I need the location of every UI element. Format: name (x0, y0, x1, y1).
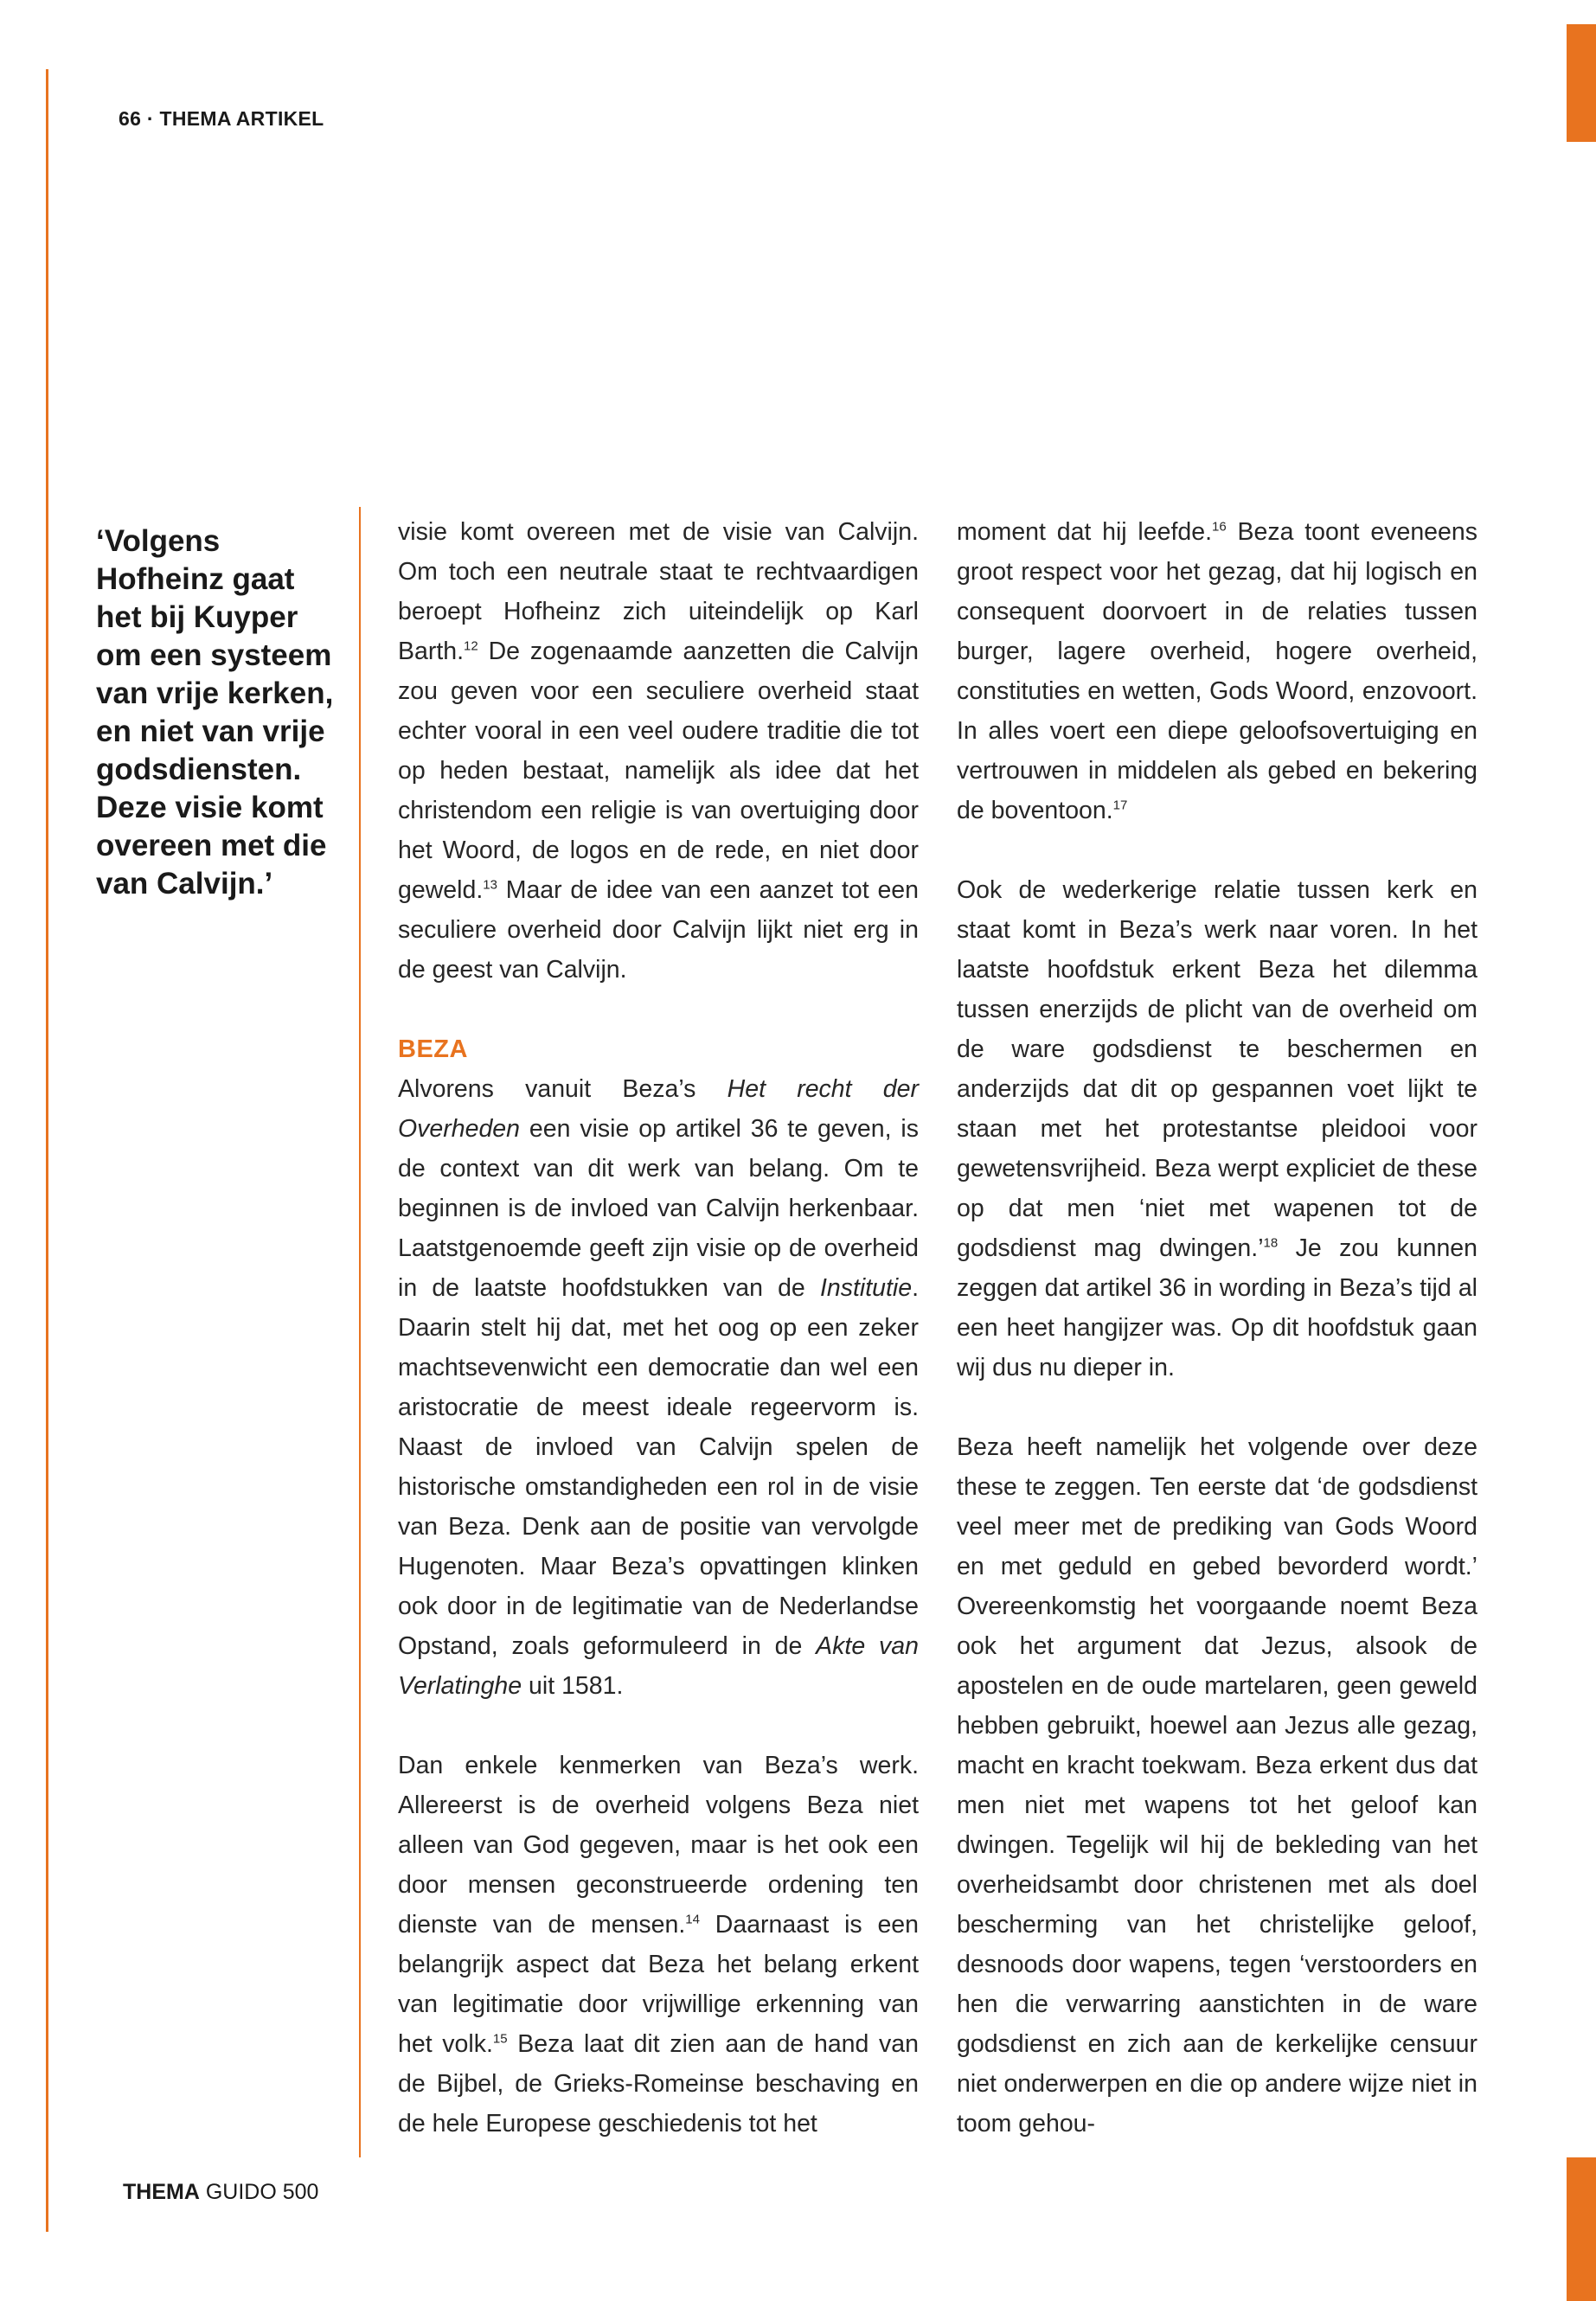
paragraph: Dan enkele kenmerken van Beza’s werk. Allereerst is de overheid volgens Beza niet alleen van God gegeven, maar is het ook een door mensen geconstrueerde ordening ten dienste van de mensen.$^{14}$ Daarnaast is een belangrijk aspect dat Beza het belang erkent van legitimatie door vrijwillige erkenning van het volk.$^{15}$ Beza laat dit zien aan de hand van de Bijbel, de Grieks-Romeinse beschaving en de hele Europese geschiedenis tot het (398, 1752, 920, 2138)
pull-quote-divider (359, 507, 361, 2157)
paragraph: Ook de wederkerige relatie tussen kerk en staat komt in Beza’s werk naar voren. In het laatste hoofdstuk erkent Beza het dilemma tussen enerzijds de plicht van de overheid om de ware godsdienst te beschermen en anderzijds dat dit op gespannen voet lijkt te staan met het protestantse pleidooi voor gewetensvrijheid. Beza werpt expliciet de these op dat men ‘niet met wapenen tot de godsdienst mag dwingen.’$^{18}$ Je zou kunnen zeggen dat artikel 36 in wording in Beza’s tijd al een heet hangijzer was. Op dit hoofdstuk gaan wij dus nu dieper in. (957, 876, 1477, 1381)
footnote-ref[interactable]: 14 (685, 1912, 700, 1927)
text-column-2 (957, 512, 1477, 2144)
footer-magazine: THEMA (123, 2180, 200, 2204)
footnote-ref[interactable]: 15 (492, 2031, 508, 2047)
footnote-ref[interactable]: 12 (464, 638, 478, 654)
paragraph: moment dat hij leefde.$^{16}$ Beza toont eveneens groot respect voor het gezag, dat hij logisch en consequent doorvoert in de relaties tussen burger, lagere overheid, hogere overheid, constituties en wetten, Gods Woord, enzovoort. In alles voert een diepe geloofsovertuiging en vertrouwen in middelen als gebed en bekering de boventoon.$^{17}$ (957, 518, 1477, 824)
footnote-ref[interactable]: 18 (1263, 1235, 1279, 1251)
footer (123, 2180, 318, 2205)
pull-quote: ‘Volgens Hofheinz gaat het bij Kuyper om een systeem van vrije kerken, en niet van vrije godsdiensten. Deze visie komt overeen met die van Calvijn.’ (96, 524, 334, 901)
footnote-ref[interactable]: 16 (1212, 519, 1227, 535)
orange-page-tab-bottom (1567, 2157, 1596, 2301)
left-margin-rule (46, 69, 48, 2232)
section-heading: BEZA (398, 1035, 468, 1063)
footnote-ref[interactable]: 13 (483, 877, 497, 893)
text-column-1 (398, 512, 919, 2144)
running-head: 66 · THEMA ARTIKEL (119, 107, 324, 130)
orange-page-tab-top (1567, 24, 1596, 142)
paragraph: Beza heeft namelijk het volgende over deze these te zeggen. Ten eerste dat ‘de godsdienst veel meer met de prediking van Gods Woord en met geduld en gebed bevorderd wordt.’ Overeenkomstig het voorgaande noemt Beza ook het argument dat Jezus, alsook de apostelen en de oude martelaren, geen geweld hebben gebruikt, hoewel aan Jezus alle gezag, macht en kracht toekwam. Beza erkent dus dat men niet met wapens tot het geloof kan dwingen. Tegelijk wil hij de bekleding van het overheidsambt door christenen met als doel bescherming van het christelijke geloof, desnoods door wapens, tegen ‘verstoorders en hen die verwarring aanstichten in de ware godsdienst en zich aan de kerkelijke censuur niet onderwerpen en die op andere wijze niet in toom gehou- (957, 1433, 1477, 2138)
footnote-ref[interactable]: 17 (1112, 798, 1128, 813)
paragraph: BEZA Alvorens vanuit Beza’s Het recht der Overheden een visie op artikel 36 te geven, is de context van dit werk van belang. Om te beginnen is de invloed van Calvijn herkenbaar. Laatstgenoemde geeft zijn visie op de overheid in de laatste hoofdstukken van de Institutie. Daarin stelt hij dat, met het oog op een zeker machtsevenwicht een democratie dan wel een aristocratie de meest ideale regeervorm is. Naast de invloed van Calvijn spelen de historische omstandigheden een rol in de visie van Beza. Denk aan de positie van vervolgde Hugenoten. Maar Beza’s opvattingen klinken ook door in de legitimatie van de Nederlandse Opstand, zoals geformuleerd in de Akte van Verlatinghe uit 1581. (398, 1035, 919, 1700)
footer-issue: GUIDO 500 (199, 2180, 319, 2204)
paragraph: visie komt overeen met de visie van Calvijn. Om toch een neutrale staat te rechtvaardigen beroept Hofheinz zich uiteindelijk op Karl Barth.$^{12}$ De zogenaamde aanzetten die Calvijn zou geven voor een seculiere overheid staat echter vooral in een veel oudere traditie die tot op heden bestaat, namelijk als idee dat het christendom een religie is van overtuiging door het Woord, de logos en de rede, en niet door geweld.$^{13}$ Maar de idee van een aanzet tot een seculiere overheid door Calvijn lijkt niet erg in de geest van Calvijn. (398, 518, 919, 984)
